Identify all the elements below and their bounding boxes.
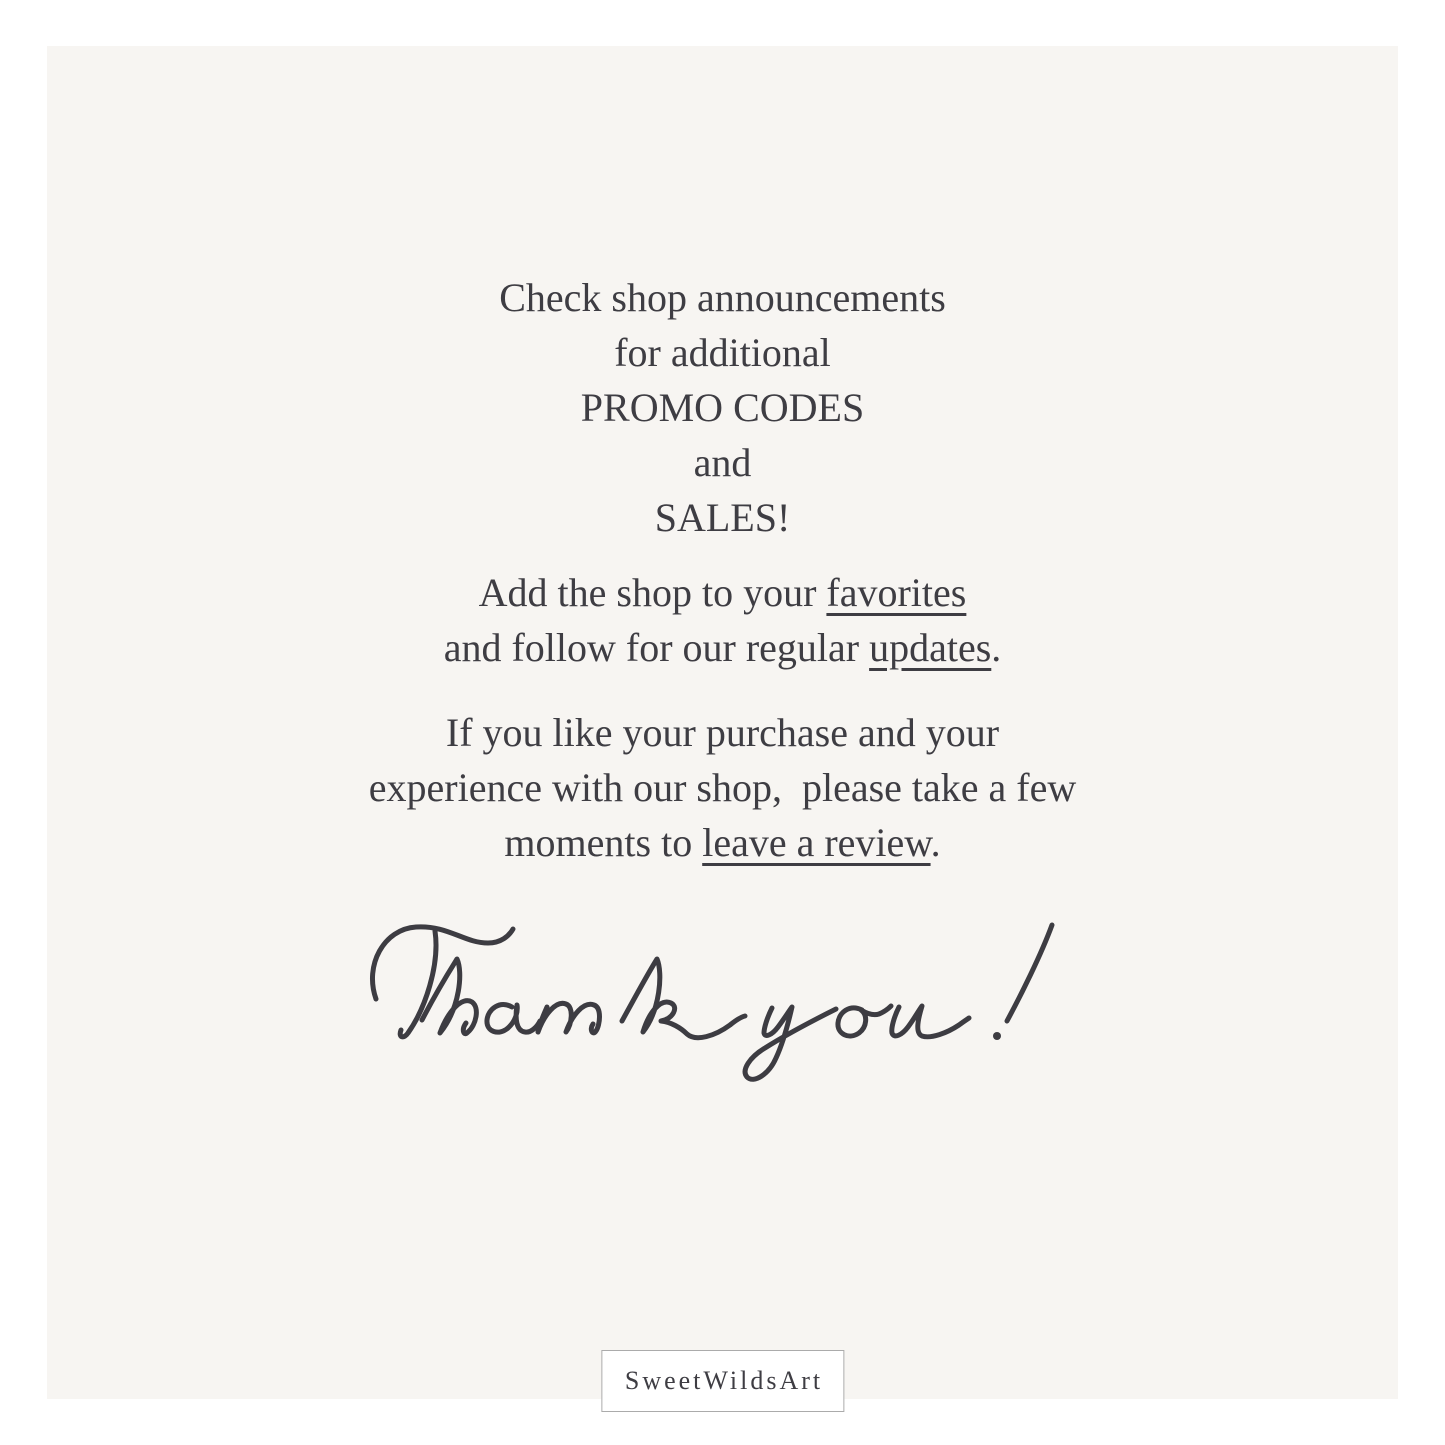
shop-name-text: SweetWildsArt <box>624 1366 824 1395</box>
favorites-underlined-text: favorites <box>826 570 967 615</box>
script-glyph-a <box>487 1005 540 1033</box>
script-glyph-exclamation-stroke <box>1007 925 1052 1021</box>
review-text <box>47 705 1398 870</box>
script-glyph-h <box>422 959 476 1034</box>
follow-line-1-text: Add the shop to your <box>478 570 827 615</box>
review-line-2: experience with our shop, please take a few <box>368 765 1077 810</box>
shop-name-label <box>601 1350 844 1412</box>
updates-underlined-text: updates <box>869 625 992 670</box>
announcement-line-1: Check shop announcements <box>499 275 946 320</box>
thank-you-signature <box>360 915 1060 1085</box>
script-glyph-exclamation-dot <box>993 1032 1001 1040</box>
card-content <box>47 46 1398 870</box>
review-line-3-period: . <box>930 820 941 865</box>
announcement-line-2: for additional <box>614 330 831 375</box>
announcement-line-4: and <box>693 440 752 485</box>
leave-a-review-underlined-text: leave a review <box>702 820 931 865</box>
follow-line-2-text: and follow for our regular <box>443 625 870 670</box>
card-background <box>47 46 1398 1399</box>
follow-text <box>47 565 1398 675</box>
script-glyph-T-stem <box>400 931 436 1037</box>
review-line-3-text: moments to <box>504 820 703 865</box>
script-glyph-T-bar <box>372 927 513 999</box>
follow-line-2 <box>47 620 1398 675</box>
announcement-text <box>47 270 1398 545</box>
follow-line-1 <box>47 565 1398 620</box>
script-glyph-y <box>745 1007 836 1079</box>
follow-line-2-period: . <box>991 625 1002 670</box>
script-glyph-u <box>892 1006 969 1037</box>
review-line-1: If you like your purchase and your <box>445 710 1000 755</box>
script-glyph-o <box>838 1006 891 1036</box>
announcement-line-3-promo-codes: PROMO CODES <box>580 385 865 430</box>
announcement-line-5-sales: SALES! <box>654 495 791 540</box>
review-line-3 <box>47 815 1398 870</box>
script-glyph-n <box>538 1003 600 1033</box>
script-glyph-k <box>622 959 745 1038</box>
